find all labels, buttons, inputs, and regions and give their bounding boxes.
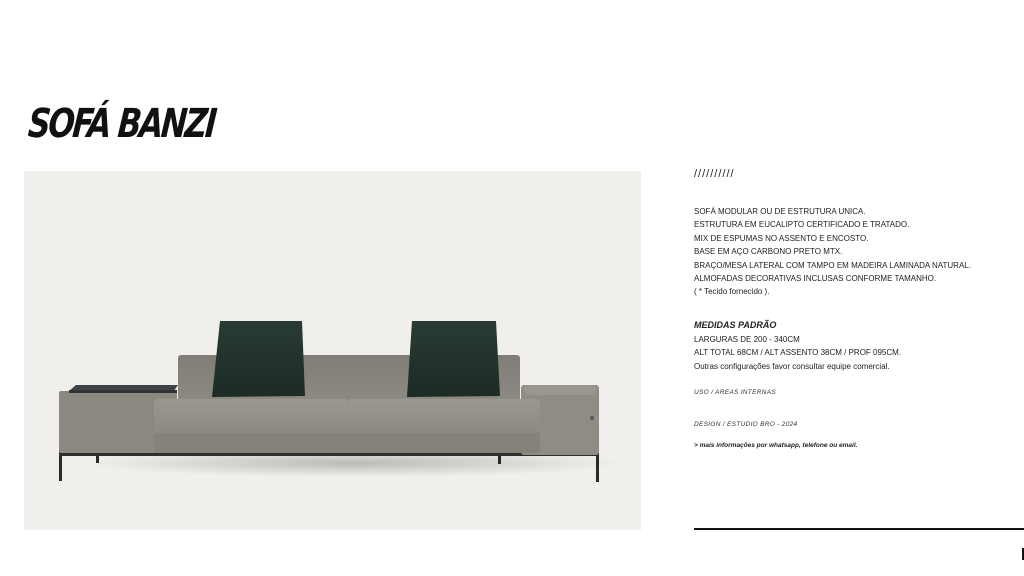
measure-item: ALT TOTAL 68CM / ALT ASSENTO 38CM / PROF 095CM.: [694, 348, 902, 358]
left-cushion: [212, 321, 305, 397]
sofa-arm-button: [590, 416, 594, 420]
spec-item: ( * Tecido fornecido ).: [694, 287, 770, 297]
spec-list: [694, 205, 971, 299]
right-seat: [348, 399, 540, 437]
sofa-seat-base: [154, 433, 540, 453]
sofa-right-arm-top: [524, 385, 596, 395]
measure-item: Outras configurações favor consultar equipe comercial.: [694, 361, 890, 371]
spec-item: SOFÁ MODULAR OU DE ESTRUTURA UNICA.: [694, 207, 866, 216]
left-seat: [154, 399, 348, 437]
measure-item: LARGURAS DE 200 - 340CM: [694, 335, 800, 344]
sofa-leg: [596, 453, 599, 482]
right-cushion: [407, 321, 500, 397]
side-table-edge: [69, 390, 177, 393]
spec-item: MIX DE ESPUMAS NO ASSENTO E ENCOSTO.: [694, 233, 869, 243]
divider-line: [694, 528, 1024, 530]
page-title: SOFÁ BANZI: [26, 101, 217, 147]
sofa-illustration: [24, 171, 641, 530]
spec-item: ESTRUTURA EM EUCALIPTO CERTIFICADO E TRATADO.: [694, 220, 910, 230]
design-credit: DESIGN / ESTUDIO BRO - 2024: [694, 421, 798, 428]
decorative-slashes: //////////: [694, 168, 735, 180]
contact-info: > mais informações por whatsapp, telefone ou email.: [694, 442, 858, 449]
sofa-photo: [24, 171, 641, 530]
usage-label: USO / AREAS INTERNAS: [694, 389, 776, 396]
spec-item: ALMOFADAS DECORATIVAS INCLUSAS CONFORME TAMANHO.: [694, 274, 937, 284]
spec-item: BRAÇO/MESA LATERAL COM TAMPO EM MADEIRA LAMINADA NATURAL.: [694, 260, 971, 270]
measures-heading: MEDIDAS PADRÃO: [694, 320, 777, 330]
spec-item: BASE EM AÇO CARBONO PRETO MTX.: [694, 247, 843, 257]
measures-list: [694, 333, 901, 373]
